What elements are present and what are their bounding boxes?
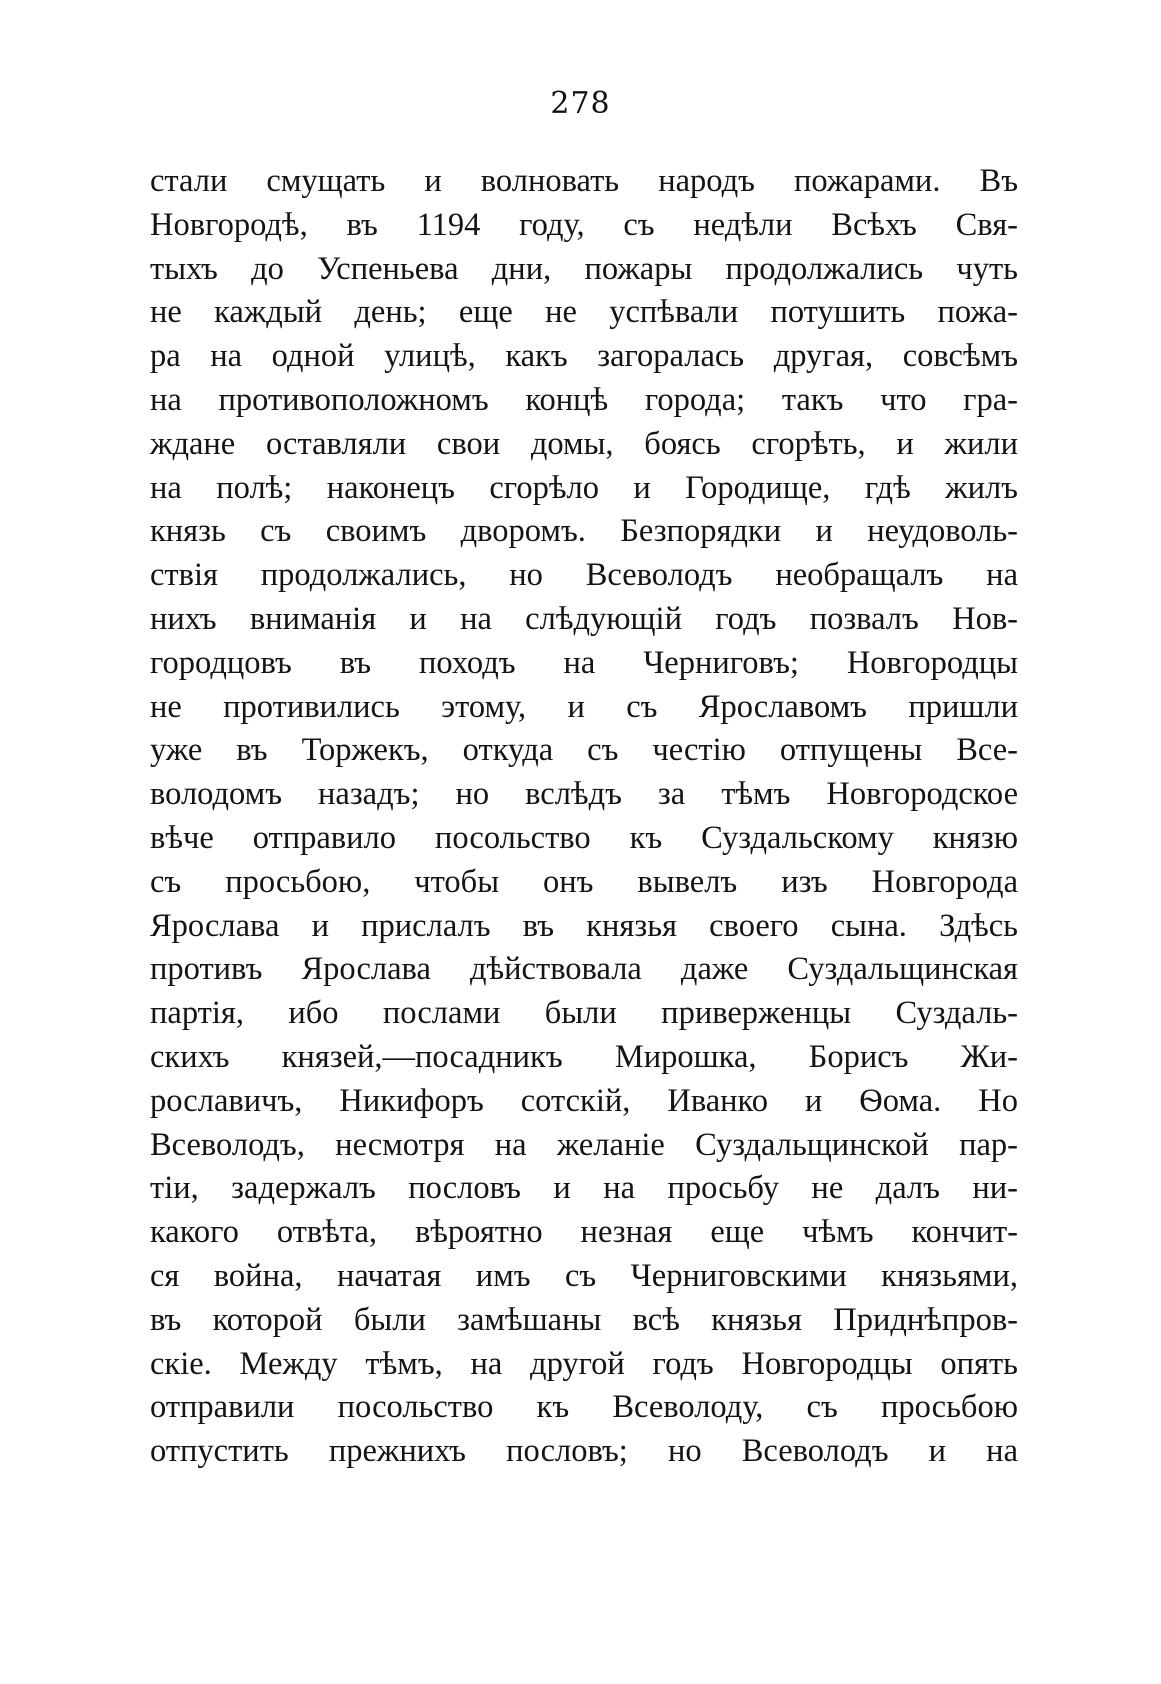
text-line: Всеволодъ, несмотря на желаніе Суздальщинской пар- <box>150 1126 1018 1163</box>
text-line: вѣче отправило посольство къ Суздальскому князю <box>150 819 1018 856</box>
text-line: тыхъ до Успеньева дни, пожары продолжались чуть <box>150 250 1018 287</box>
text-line: съ просьбою, чтобы онъ вывелъ изъ Новгорода <box>150 863 1018 900</box>
text-line: партія, ибо послами были приверженцы Суздаль- <box>150 995 1018 1032</box>
text-line: рославичъ, Никифоръ сотскій, Иванко и Ѳома. Но <box>150 1082 1018 1119</box>
text-line: ся война, начатая имъ съ Черниговскими князьями, <box>150 1257 1018 1294</box>
body-text <box>150 160 1018 1474</box>
text-line: не противились этому, и съ Ярославомъ пришли <box>150 688 1018 725</box>
text-line: отправили посольство къ Всеволоду, съ просьбою <box>150 1389 1018 1426</box>
text-line: Ярослава и прислалъ въ князья своего сына. Здѣсь <box>150 907 1018 944</box>
text-line: князь съ своимъ дворомъ. Безпорядки и неудоволь- <box>150 513 1018 550</box>
text-line: ра на одной улицѣ, какъ загоралась другая, совсѣмъ <box>150 338 1018 375</box>
text-line: стали смущать и волновать народъ пожарами. Въ <box>150 163 1018 199</box>
text-line: скіе. Между тѣмъ, на другой годъ Новгородцы опять <box>150 1345 1018 1382</box>
text-line: володомъ назадъ; но вслѣдъ за тѣмъ Новгородское <box>150 776 1018 813</box>
page-number: 278 <box>550 86 611 121</box>
text-line: ждане оставляли свои домы, боясь сгорѣть, и жили <box>150 425 1018 462</box>
text-line: ствія продолжались, но Всеволодъ необращалъ на <box>150 557 1018 594</box>
text-line: отпустить прежнихъ пословъ; но Всеволодъ и на <box>150 1433 1018 1470</box>
text-line: скихъ князей,—посадникъ Мирошка, Борисъ Жи- <box>150 1038 1018 1075</box>
text-line: не каждый день; еще не успѣвали потушить пожа- <box>150 294 1018 331</box>
text-line: въ которой были замѣшаны всѣ князья Приднѣпров- <box>150 1301 1018 1338</box>
text-line: на полѣ; наконецъ сгорѣло и Городище, гдѣ жилъ <box>150 469 1018 506</box>
text-line: какого отвѣта, вѣроятно незная еще чѣмъ кончит- <box>150 1214 1018 1251</box>
text-line: уже въ Торжекъ, откуда съ честію отпущены Все- <box>150 732 1018 769</box>
text-line: Новгородѣ, въ 1194 году, съ недѣли Всѣхъ Свя- <box>150 206 1018 243</box>
text-line: тіи, задержалъ пословъ и на просьбу не далъ ни- <box>150 1170 1018 1207</box>
text-line: противъ Ярослава дѣйствовала даже Суздальщинская <box>150 951 1018 988</box>
text-line: городцовъ въ походъ на Черниговъ; Новгородцы <box>150 644 1018 681</box>
text-line: на противоположномъ концѣ города; такъ что гра- <box>150 381 1018 418</box>
text-line: нихъ вниманія и на слѣдующій годъ позвалъ Нов- <box>150 600 1018 637</box>
